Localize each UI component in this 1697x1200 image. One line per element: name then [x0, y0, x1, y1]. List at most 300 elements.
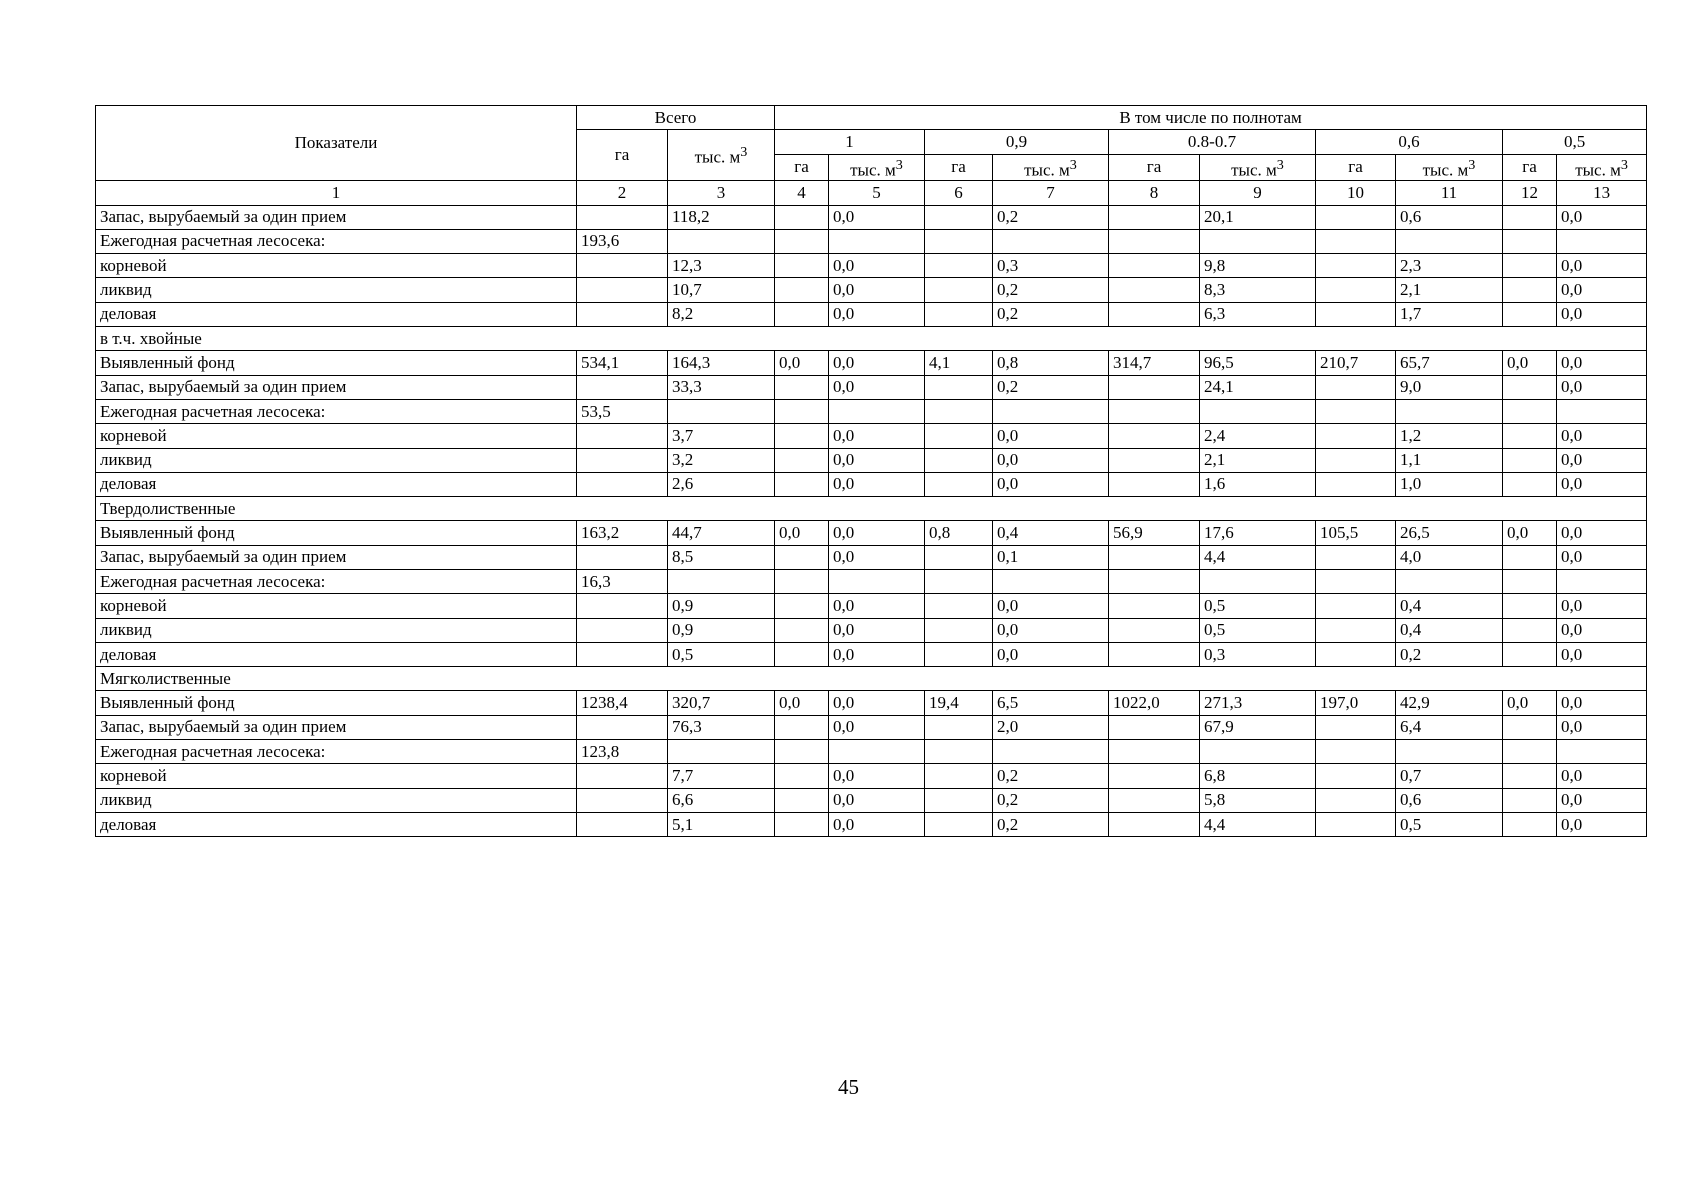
- table-cell: 314,7: [1109, 351, 1200, 375]
- table-cell: 105,5: [1316, 521, 1396, 545]
- table-cell: 0,5: [1200, 594, 1316, 618]
- unit-volume: [1396, 154, 1503, 181]
- table-cell: [1316, 618, 1396, 642]
- table-cell: 1,6: [1200, 472, 1316, 496]
- table-cell: 10,7: [668, 278, 775, 302]
- table-cell: 0,4: [1396, 594, 1503, 618]
- column-number: 12: [1503, 181, 1557, 205]
- table-cell: [925, 715, 993, 739]
- table-cell: 0,2: [993, 764, 1109, 788]
- table-cell: [1109, 278, 1200, 302]
- table-row: [96, 764, 1647, 788]
- table-cell: [1109, 594, 1200, 618]
- column-numbers-row: [96, 181, 1647, 205]
- unit-volume-text: тыс. м: [850, 160, 896, 180]
- table-cell: 2,1: [1396, 278, 1503, 302]
- table-row: [96, 254, 1647, 278]
- table-cell: [1109, 570, 1200, 594]
- table-cell: [775, 448, 829, 472]
- unit-volume-text: тыс. м: [1024, 160, 1070, 180]
- table-cell: 0,2: [993, 302, 1109, 326]
- table-cell: [829, 740, 925, 764]
- table-cell: 4,4: [1200, 812, 1316, 836]
- table-cell: 0,5: [1200, 618, 1316, 642]
- column-number: 8: [1109, 181, 1200, 205]
- table-cell: [1200, 570, 1316, 594]
- table-cell: 42,9: [1396, 691, 1503, 715]
- table-cell: [925, 570, 993, 594]
- table-cell: [1316, 278, 1396, 302]
- table-cell: 6,3: [1200, 302, 1316, 326]
- table-cell: [925, 812, 993, 836]
- table-cell: 0,0: [993, 424, 1109, 448]
- table-cell: 0,0: [993, 448, 1109, 472]
- table-cell: 0,0: [1557, 788, 1647, 812]
- row-label: деловая: [96, 302, 577, 326]
- table-cell: 19,4: [925, 691, 993, 715]
- table-row: [96, 302, 1647, 326]
- table-cell: [1316, 424, 1396, 448]
- table-cell: 2,3: [1396, 254, 1503, 278]
- table-cell: 0,0: [829, 351, 925, 375]
- table-cell: 76,3: [668, 715, 775, 739]
- table-cell: [1503, 302, 1557, 326]
- table-cell: [1503, 278, 1557, 302]
- table-cell: [925, 302, 993, 326]
- table-cell: 164,3: [668, 351, 775, 375]
- unit-volume-text: тыс. м: [1422, 160, 1469, 180]
- header-by-density: В том числе по полнотам: [775, 106, 1647, 130]
- table-cell: [1109, 618, 1200, 642]
- table-cell: [775, 812, 829, 836]
- table-cell: [775, 570, 829, 594]
- table-cell: 271,3: [1200, 691, 1316, 715]
- forest-inventory-table: [95, 105, 1647, 837]
- table-cell: [1503, 812, 1557, 836]
- unit-ha: га: [1503, 154, 1557, 181]
- section-label: Мягколиственные: [96, 667, 1647, 691]
- table-cell: [925, 740, 993, 764]
- table-cell: 0,0: [1557, 254, 1647, 278]
- table-cell: [1503, 642, 1557, 666]
- table-cell: [925, 545, 993, 569]
- table-cell: 8,3: [1200, 278, 1316, 302]
- table-cell: [775, 618, 829, 642]
- table-cell: [1503, 229, 1557, 253]
- table-cell: 33,3: [668, 375, 775, 399]
- table-cell: [1503, 472, 1557, 496]
- table-cell: 4,0: [1396, 545, 1503, 569]
- section-row: [96, 667, 1647, 691]
- table-cell: [1396, 399, 1503, 423]
- table-cell: 0,2: [993, 788, 1109, 812]
- table-cell: 6,6: [668, 788, 775, 812]
- table-cell: 0,0: [993, 594, 1109, 618]
- unit-volume: [829, 154, 925, 181]
- row-label: Запас, вырубаемый за один прием: [96, 205, 577, 229]
- table-cell: 9,8: [1200, 254, 1316, 278]
- table-cell: 210,7: [1316, 351, 1396, 375]
- table-cell: 0,0: [829, 715, 925, 739]
- table-cell: 0,0: [829, 278, 925, 302]
- table-cell: 0,0: [1557, 278, 1647, 302]
- table-cell: 0,0: [829, 594, 925, 618]
- table-cell: [1316, 570, 1396, 594]
- unit-volume-sup: 3: [1620, 156, 1628, 173]
- unit-volume: [993, 154, 1109, 181]
- table-cell: [1503, 618, 1557, 642]
- table-cell: [993, 229, 1109, 253]
- table-cell: 0,0: [1557, 302, 1647, 326]
- header-total: Всего: [577, 106, 775, 130]
- row-label: Ежегодная расчетная лесосека:: [96, 229, 577, 253]
- row-label: корневой: [96, 764, 577, 788]
- unit-ha: га: [775, 154, 829, 181]
- table-cell: 0,0: [1557, 594, 1647, 618]
- table-cell: [1503, 254, 1557, 278]
- table-cell: [925, 448, 993, 472]
- table-cell: [775, 254, 829, 278]
- table-cell: 0,0: [1557, 642, 1647, 666]
- table-cell: [993, 399, 1109, 423]
- table-cell: 0,0: [829, 545, 925, 569]
- table-cell: [775, 764, 829, 788]
- table-row: [96, 229, 1647, 253]
- table-cell: 0,3: [993, 254, 1109, 278]
- table-cell: 0,5: [668, 642, 775, 666]
- table-cell: 0,0: [1557, 448, 1647, 472]
- row-label: Ежегодная расчетная лесосека:: [96, 740, 577, 764]
- table-cell: [577, 424, 668, 448]
- table-cell: [1503, 788, 1557, 812]
- table-cell: 118,2: [668, 205, 775, 229]
- table-cell: [577, 764, 668, 788]
- unit-volume-sup: 3: [1468, 156, 1476, 173]
- table-row: [96, 399, 1647, 423]
- table-cell: 0,9: [668, 618, 775, 642]
- table-cell: [1503, 764, 1557, 788]
- table-cell: 0,0: [993, 472, 1109, 496]
- table-body: [96, 205, 1647, 837]
- table-cell: [577, 278, 668, 302]
- table-cell: [1316, 545, 1396, 569]
- table-cell: 0,0: [1503, 691, 1557, 715]
- table-cell: [775, 715, 829, 739]
- table-row: [96, 570, 1647, 594]
- table-cell: 0,0: [1557, 618, 1647, 642]
- table-cell: [577, 715, 668, 739]
- row-label: ликвид: [96, 278, 577, 302]
- table-cell: 0,0: [829, 424, 925, 448]
- row-label: деловая: [96, 472, 577, 496]
- table-cell: 2,1: [1200, 448, 1316, 472]
- table-cell: [577, 205, 668, 229]
- column-number: 1: [96, 181, 577, 205]
- table-cell: 0,0: [829, 375, 925, 399]
- table-cell: [1503, 740, 1557, 764]
- table-cell: 20,1: [1200, 205, 1316, 229]
- table-cell: 3,7: [668, 424, 775, 448]
- table-row: [96, 424, 1647, 448]
- table-cell: 6,5: [993, 691, 1109, 715]
- table-cell: [577, 302, 668, 326]
- table-cell: [1316, 205, 1396, 229]
- table-row: [96, 740, 1647, 764]
- table-cell: 0,2: [993, 278, 1109, 302]
- table-cell: [1503, 399, 1557, 423]
- table-cell: [829, 229, 925, 253]
- table-cell: [1503, 375, 1557, 399]
- row-label: Запас, вырубаемый за один прием: [96, 715, 577, 739]
- table-cell: 197,0: [1316, 691, 1396, 715]
- table-cell: 0,0: [775, 521, 829, 545]
- table-row: [96, 594, 1647, 618]
- table-cell: 6,4: [1396, 715, 1503, 739]
- table-cell: [1316, 594, 1396, 618]
- unit-volume-sup: 3: [895, 156, 903, 173]
- unit-volume-sup: 3: [1276, 156, 1284, 173]
- table-cell: [925, 205, 993, 229]
- table-cell: [1396, 740, 1503, 764]
- table-cell: 0,2: [993, 375, 1109, 399]
- table-cell: [775, 205, 829, 229]
- table-row: [96, 715, 1647, 739]
- header-density-0-8-0-7: 0.8-0.7: [1109, 130, 1316, 154]
- column-number: 5: [829, 181, 925, 205]
- header-density-0-6: 0,6: [1316, 130, 1503, 154]
- unit-volume-sup: 3: [1069, 156, 1077, 173]
- table-cell: [1109, 254, 1200, 278]
- table-cell: [577, 472, 668, 496]
- table-cell: [1316, 472, 1396, 496]
- table-cell: [577, 448, 668, 472]
- table-cell: 0,5: [1396, 812, 1503, 836]
- table-cell: [1503, 545, 1557, 569]
- table-cell: 0,0: [829, 642, 925, 666]
- table-cell: 96,5: [1200, 351, 1316, 375]
- table-cell: [829, 570, 925, 594]
- page-number: 45: [838, 1075, 859, 1099]
- table-cell: 0,0: [1557, 715, 1647, 739]
- column-number: 4: [775, 181, 829, 205]
- table-cell: 3,2: [668, 448, 775, 472]
- table-cell: 534,1: [577, 351, 668, 375]
- table-row: [96, 375, 1647, 399]
- table-cell: [993, 570, 1109, 594]
- table-cell: [1316, 229, 1396, 253]
- table-cell: [1396, 229, 1503, 253]
- row-label: корневой: [96, 594, 577, 618]
- table-cell: [1109, 205, 1200, 229]
- table-cell: [1557, 570, 1647, 594]
- table-cell: [925, 618, 993, 642]
- table-cell: 0,0: [829, 691, 925, 715]
- table-cell: [1316, 375, 1396, 399]
- table-cell: [775, 399, 829, 423]
- table-cell: 0,0: [829, 788, 925, 812]
- table-cell: 1238,4: [577, 691, 668, 715]
- table-cell: 0,0: [829, 764, 925, 788]
- table-cell: 0,0: [829, 302, 925, 326]
- table-cell: [1200, 399, 1316, 423]
- row-label: корневой: [96, 424, 577, 448]
- table-cell: 0,4: [1396, 618, 1503, 642]
- table-cell: 1,2: [1396, 424, 1503, 448]
- table-cell: [1316, 788, 1396, 812]
- unit-ha: га: [1316, 154, 1396, 181]
- table-cell: 8,5: [668, 545, 775, 569]
- table-cell: 320,7: [668, 691, 775, 715]
- table-cell: 0,0: [1557, 545, 1647, 569]
- table-row: [96, 691, 1647, 715]
- table-cell: 4,4: [1200, 545, 1316, 569]
- header-total-volume: [668, 130, 775, 181]
- table-cell: [775, 472, 829, 496]
- unit-volume: [1200, 154, 1316, 181]
- table-cell: 0,6: [1396, 205, 1503, 229]
- table-cell: [1109, 229, 1200, 253]
- table-cell: [577, 618, 668, 642]
- table-cell: 17,6: [1200, 521, 1316, 545]
- table-cell: 0,0: [1557, 691, 1647, 715]
- table-cell: 0,0: [829, 254, 925, 278]
- unit-ha: га: [1109, 154, 1200, 181]
- table-cell: [925, 254, 993, 278]
- table-cell: 0,4: [993, 521, 1109, 545]
- table-cell: 12,3: [668, 254, 775, 278]
- table-row: [96, 205, 1647, 229]
- table-cell: [1503, 715, 1557, 739]
- table-cell: [925, 788, 993, 812]
- row-label: деловая: [96, 642, 577, 666]
- table-cell: [1200, 229, 1316, 253]
- row-label: корневой: [96, 254, 577, 278]
- table-cell: [925, 278, 993, 302]
- table-cell: 193,6: [577, 229, 668, 253]
- table-cell: [1316, 254, 1396, 278]
- table-cell: 0,0: [1557, 351, 1647, 375]
- table-cell: [1557, 399, 1647, 423]
- section-label: Твердолиственные: [96, 497, 1647, 521]
- table-cell: [1109, 788, 1200, 812]
- table-cell: [829, 399, 925, 423]
- row-label: Выявленный фонд: [96, 521, 577, 545]
- column-number: 13: [1557, 181, 1647, 205]
- table-cell: 0,8: [993, 351, 1109, 375]
- table-cell: [1316, 764, 1396, 788]
- table-cell: [1109, 812, 1200, 836]
- table-cell: [775, 545, 829, 569]
- column-number: 3: [668, 181, 775, 205]
- table-row: [96, 788, 1647, 812]
- table-row: [96, 545, 1647, 569]
- table-cell: 0,0: [829, 448, 925, 472]
- table-cell: 0,0: [1557, 424, 1647, 448]
- unit-ha: га: [925, 154, 993, 181]
- table-cell: [1503, 448, 1557, 472]
- table-cell: [925, 375, 993, 399]
- table-cell: [577, 545, 668, 569]
- table-cell: [775, 375, 829, 399]
- table-cell: [1109, 764, 1200, 788]
- table-cell: 0,6: [1396, 788, 1503, 812]
- table-cell: [925, 642, 993, 666]
- table-cell: [1316, 302, 1396, 326]
- table-cell: 9,0: [1396, 375, 1503, 399]
- table-cell: [577, 594, 668, 618]
- table-cell: 1022,0: [1109, 691, 1200, 715]
- section-label: в т.ч. хвойные: [96, 327, 1647, 351]
- table-cell: 0,0: [1557, 375, 1647, 399]
- table-cell: 0,0: [1503, 521, 1557, 545]
- table-cell: 2,0: [993, 715, 1109, 739]
- column-number: 6: [925, 181, 993, 205]
- table-cell: 0,0: [993, 642, 1109, 666]
- table-cell: [1109, 375, 1200, 399]
- row-label: Выявленный фонд: [96, 691, 577, 715]
- table-cell: 0,2: [993, 205, 1109, 229]
- header-total-ha: га: [577, 130, 668, 181]
- table-cell: 0,9: [668, 594, 775, 618]
- table-cell: 0,8: [925, 521, 993, 545]
- table-cell: [993, 740, 1109, 764]
- header-density-0-5: 0,5: [1503, 130, 1647, 154]
- table-cell: [775, 788, 829, 812]
- column-number: 10: [1316, 181, 1396, 205]
- table-cell: [1503, 205, 1557, 229]
- table-cell: [1316, 740, 1396, 764]
- table-cell: [1557, 740, 1647, 764]
- table-cell: [1557, 229, 1647, 253]
- table-cell: 5,1: [668, 812, 775, 836]
- unit-volume-text: тыс. м: [694, 148, 741, 168]
- table-cell: [1503, 570, 1557, 594]
- table-cell: 0,3: [1200, 642, 1316, 666]
- table-cell: 44,7: [668, 521, 775, 545]
- table-cell: [1316, 642, 1396, 666]
- table-cell: [1396, 570, 1503, 594]
- table-cell: 53,5: [577, 399, 668, 423]
- table-cell: 0,0: [993, 618, 1109, 642]
- table-cell: [925, 424, 993, 448]
- table-cell: 8,2: [668, 302, 775, 326]
- table-cell: [775, 424, 829, 448]
- table-cell: [925, 229, 993, 253]
- table-cell: [775, 594, 829, 618]
- column-number: 7: [993, 181, 1109, 205]
- table-cell: 0,0: [1557, 521, 1647, 545]
- table-cell: [925, 594, 993, 618]
- table-row: [96, 812, 1647, 836]
- row-label: деловая: [96, 812, 577, 836]
- table-cell: [775, 278, 829, 302]
- table-cell: [1316, 812, 1396, 836]
- table-cell: 6,8: [1200, 764, 1316, 788]
- table-cell: [1316, 715, 1396, 739]
- table-cell: 1,7: [1396, 302, 1503, 326]
- row-label: Ежегодная расчетная лесосека:: [96, 399, 577, 423]
- table-row: [96, 521, 1647, 545]
- row-label: Запас, вырубаемый за один прием: [96, 375, 577, 399]
- table-cell: [1316, 448, 1396, 472]
- row-label: ликвид: [96, 618, 577, 642]
- table-cell: [1109, 545, 1200, 569]
- table-cell: 5,8: [1200, 788, 1316, 812]
- table-cell: [577, 642, 668, 666]
- table-row: [96, 642, 1647, 666]
- table-row: [96, 278, 1647, 302]
- table-cell: 1,0: [1396, 472, 1503, 496]
